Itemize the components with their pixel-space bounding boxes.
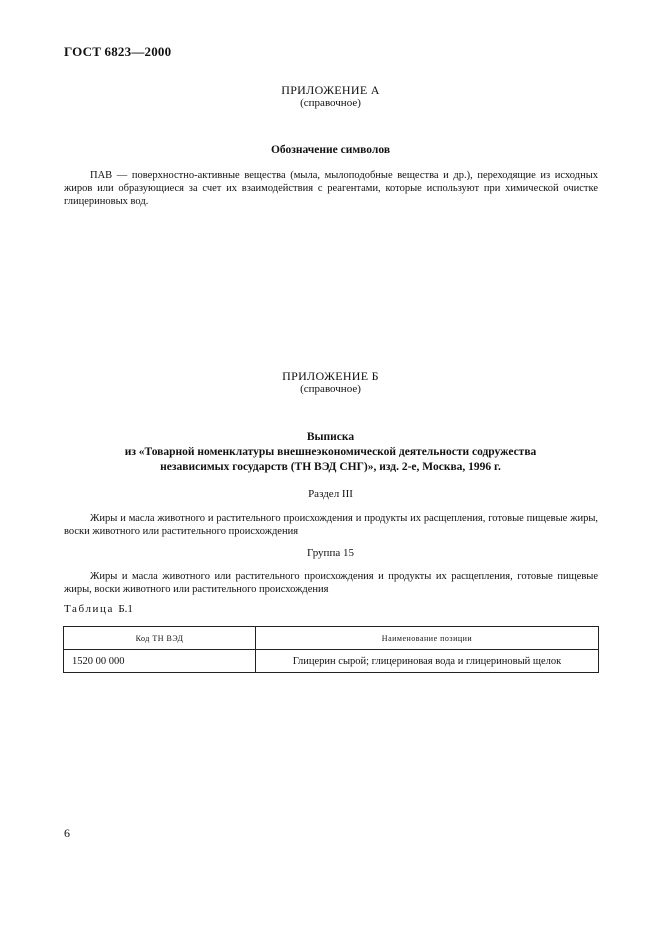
table-cell-name: Глицерин сырой; глицериновая вода и глицериновый щелок bbox=[256, 650, 599, 673]
table-header-code: Код ТН ВЭД bbox=[64, 627, 256, 650]
table-header-name: Наименование позиции bbox=[256, 627, 599, 650]
annex-a-subtitle: (справочное) bbox=[300, 97, 361, 109]
table-cell-code: 1520 00 000 bbox=[64, 650, 256, 673]
annex-a-paragraph: ПАВ — поверхностно-активные вещества (мыла, мылоподобные вещества и др.), переходящие из исходных жиров или образующиеся за счет их взаимодействия с реагентами, которые используют при химической очистке глицериновых вод. bbox=[64, 170, 598, 207]
section-text: Жиры и масла животного и растительного происхождения и продукты их расщепления, готовые пищевые жиры, воски животного или растительного происхождения bbox=[64, 513, 598, 537]
annex-b-heading-line3: независимых государств (ТН ВЭД СНГ)», изд. 2-е, Москва, 1996 г. bbox=[160, 461, 501, 473]
annex-b-title: ПРИЛОЖЕНИЕ Б bbox=[282, 369, 379, 383]
table-row bbox=[64, 650, 599, 673]
table-header-row bbox=[64, 627, 599, 650]
section-label: Раздел III bbox=[308, 488, 353, 500]
group-label: Группа 15 bbox=[307, 547, 354, 559]
group-text: Жиры и масла животного или растительного происхождения и продукты их расщепления, готовые пищевые жиры, воски животного или растительного происхождения bbox=[64, 571, 598, 595]
annex-b-heading-line1: Выписка bbox=[306, 431, 355, 443]
page-number: 6 bbox=[64, 826, 70, 840]
annex-a-title: ПРИЛОЖЕНИЕ А bbox=[281, 83, 380, 97]
codes-table bbox=[63, 626, 599, 673]
annex-b-subtitle: (справочное) bbox=[300, 383, 361, 395]
document-code-header: ГОСТ 6823—2000 bbox=[64, 44, 172, 59]
table-caption-number: Б.1 bbox=[118, 603, 133, 615]
table-caption-word: Таблица bbox=[64, 603, 114, 615]
table-caption bbox=[64, 603, 133, 615]
annex-a-heading: Обозначение символов bbox=[270, 144, 391, 156]
annex-b-heading-line2: из «Товарной номенклатуры внешнеэкономической деятельности содружества bbox=[124, 446, 537, 458]
